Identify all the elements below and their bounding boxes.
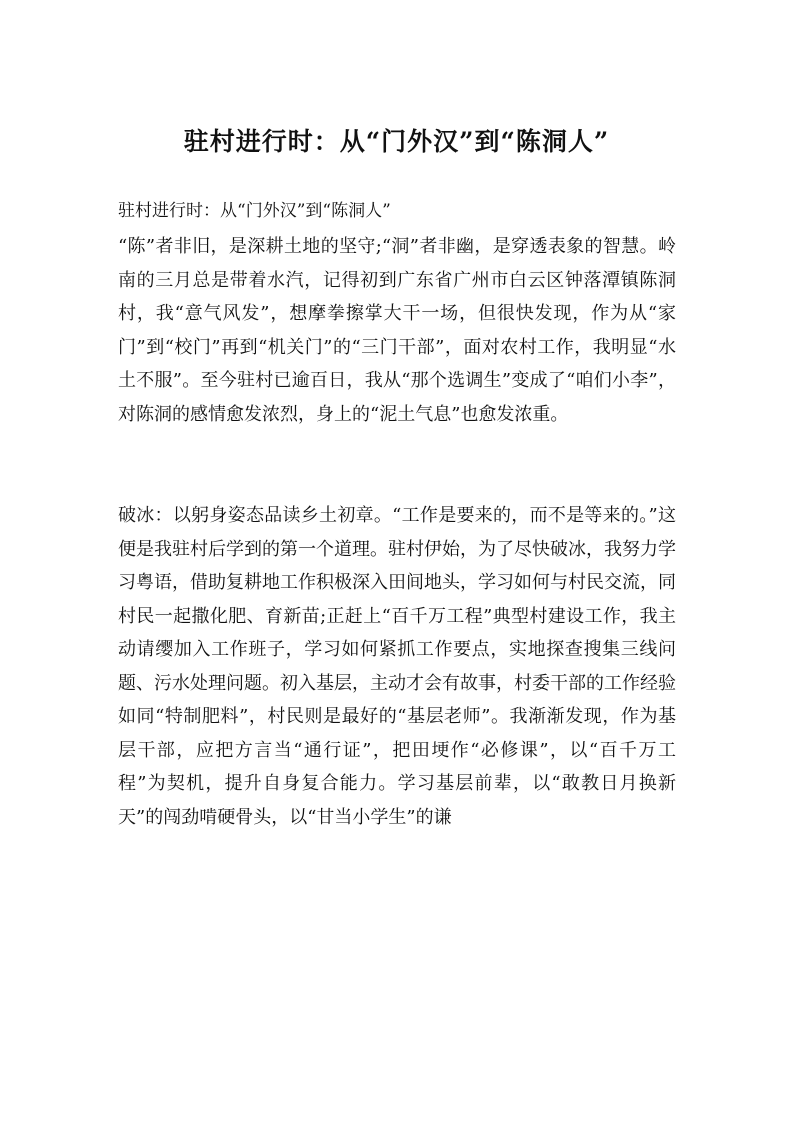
document-title: 驻村进行时：从“门外汉”到“陈洞人”	[183, 127, 610, 156]
paragraph-intro: “陈”者非旧，是深耕土地的坚守;“洞”者非幽，是穿透表象的智慧。岭南的三月总是带着水汽，记得初到广东省广州市白云区钟落潭镇陈洞村，我“意气风发”，想摩拳擦掌大干一场，但很快发现，作为从“家门”到“校门”再到“机关门”的“三门干部”，面对农村工作，我明显“水土不服”。至今驻村已逾百日，我从“那个选调生”变成了“咱们小李”，对陈洞的感情愈发浓烈，身上的“泥土气息”也愈发浓重。	[118, 236, 676, 425]
document-body	[118, 196, 676, 834]
document-subtitle: 驻村进行时：从“门外汉”到“陈洞人”	[118, 201, 391, 221]
paragraph-breaking-ice: 破冰：以躬身姿态品读乡土初章。“工作是要来的，而不是等来的。”这便是我驻村后学到的第一个道理。驻村伊始，为了尽快破冰，我努力学习粤语，借助复耕地工作积极深入田间地头，学习如何与村民交流，同村民一起撒化肥、育新苗;正赶上“百千万工程”典型村建设工作，我主动请缨加入工作班子，学习如何紧抓工作要点，实地探查搜集三线问题、污水处理问题。初入基层，主动才会有故事，村委干部的工作经验如同“特制肥料”，村民则是最好的“基层老师”。我渐渐发现，作为基层干部，应把方言当“通行证”，把田埂作“必修课”，以“百千万工程”为契机，提升自身复合能力。学习基层前辈，以“敢教日月换新天”的闯劲啃硬骨头，以“甘当小学生”的谦	[118, 505, 676, 828]
